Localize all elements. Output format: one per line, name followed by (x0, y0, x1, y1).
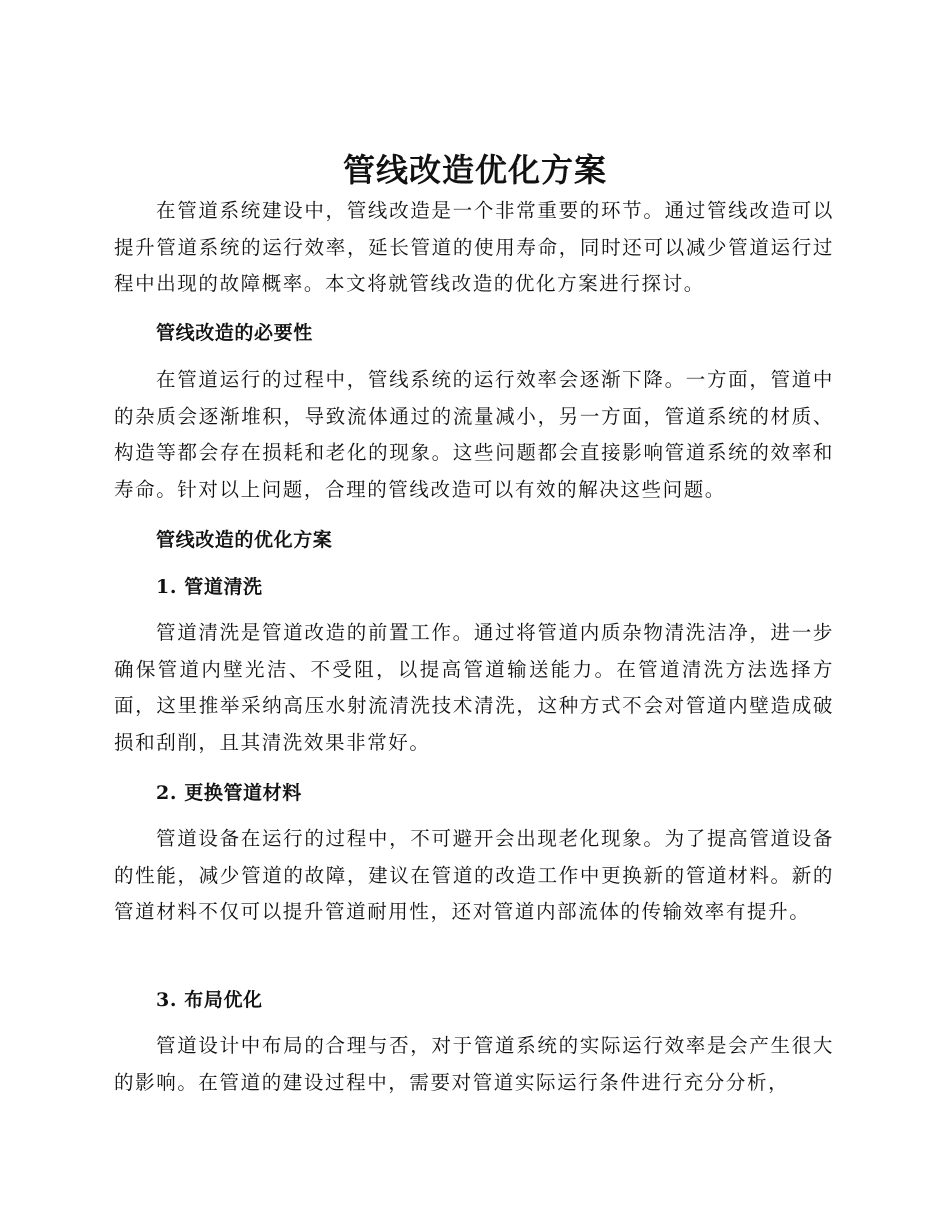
document-title: 管线改造优化方案 (342, 151, 607, 189)
item-heading-layout: 3. 布局优化 (156, 989, 263, 1011)
section-heading-plan: 管线改造的优化方案 (156, 529, 333, 551)
item-heading-cleaning: 1. 管道清洗 (156, 576, 263, 598)
cleaning-paragraph: 管道清洗是管道改造的前置工作。通过将管道内质杂物清洗洁净，进一步确保管道内壁光洁、不受阻，以提高管道输送能力。在管道清洗方法选择方面，这里推举采纳高压水射流清洗技术清洗，这种方式不会对管道内壁造成破损和刮削，且其清洗效果非常好。 (114, 621, 834, 754)
layout-paragraph: 管道设计中布局的合理与否，对于管道系统的实际运行效率是会产生很大的影响。在管道的建设过程中，需要对管道实际运行条件进行充分分析， (114, 1034, 834, 1094)
item-heading-materials: 2. 更换管道材料 (156, 782, 302, 804)
materials-paragraph: 管道设备在运行的过程中，不可避开会出现老化现象。为了提高管道设备的性能，减少管道的故障，建议在管道的改造工作中更换新的管道材料。新的管道材料不仅可以提升管道耐用性，还对管道内部流体的传输效率有提升。 (114, 827, 834, 923)
section-heading-necessity: 管线改造的必要性 (156, 322, 313, 344)
intro-paragraph: 在管道系统建设中，管线改造是一个非常重要的环节。通过管线改造可以提升管道系统的运行效率，延长管道的使用寿命，同时还可以减少管道运行过程中出现的故障概率。本文将就管线改造的优化方案进行探讨。 (114, 199, 834, 295)
necessity-paragraph: 在管道运行的过程中，管线系统的运行效率会逐渐下降。一方面，管道中的杂质会逐渐堆积，导致流体通过的流量减小，另一方面，管道系统的材质、构造等都会存在损耗和老化的现象。这些问题都会直接影响管道系统的效率和寿命。针对以上问题，合理的管线改造可以有效的解决这些问题。 (114, 368, 834, 501)
